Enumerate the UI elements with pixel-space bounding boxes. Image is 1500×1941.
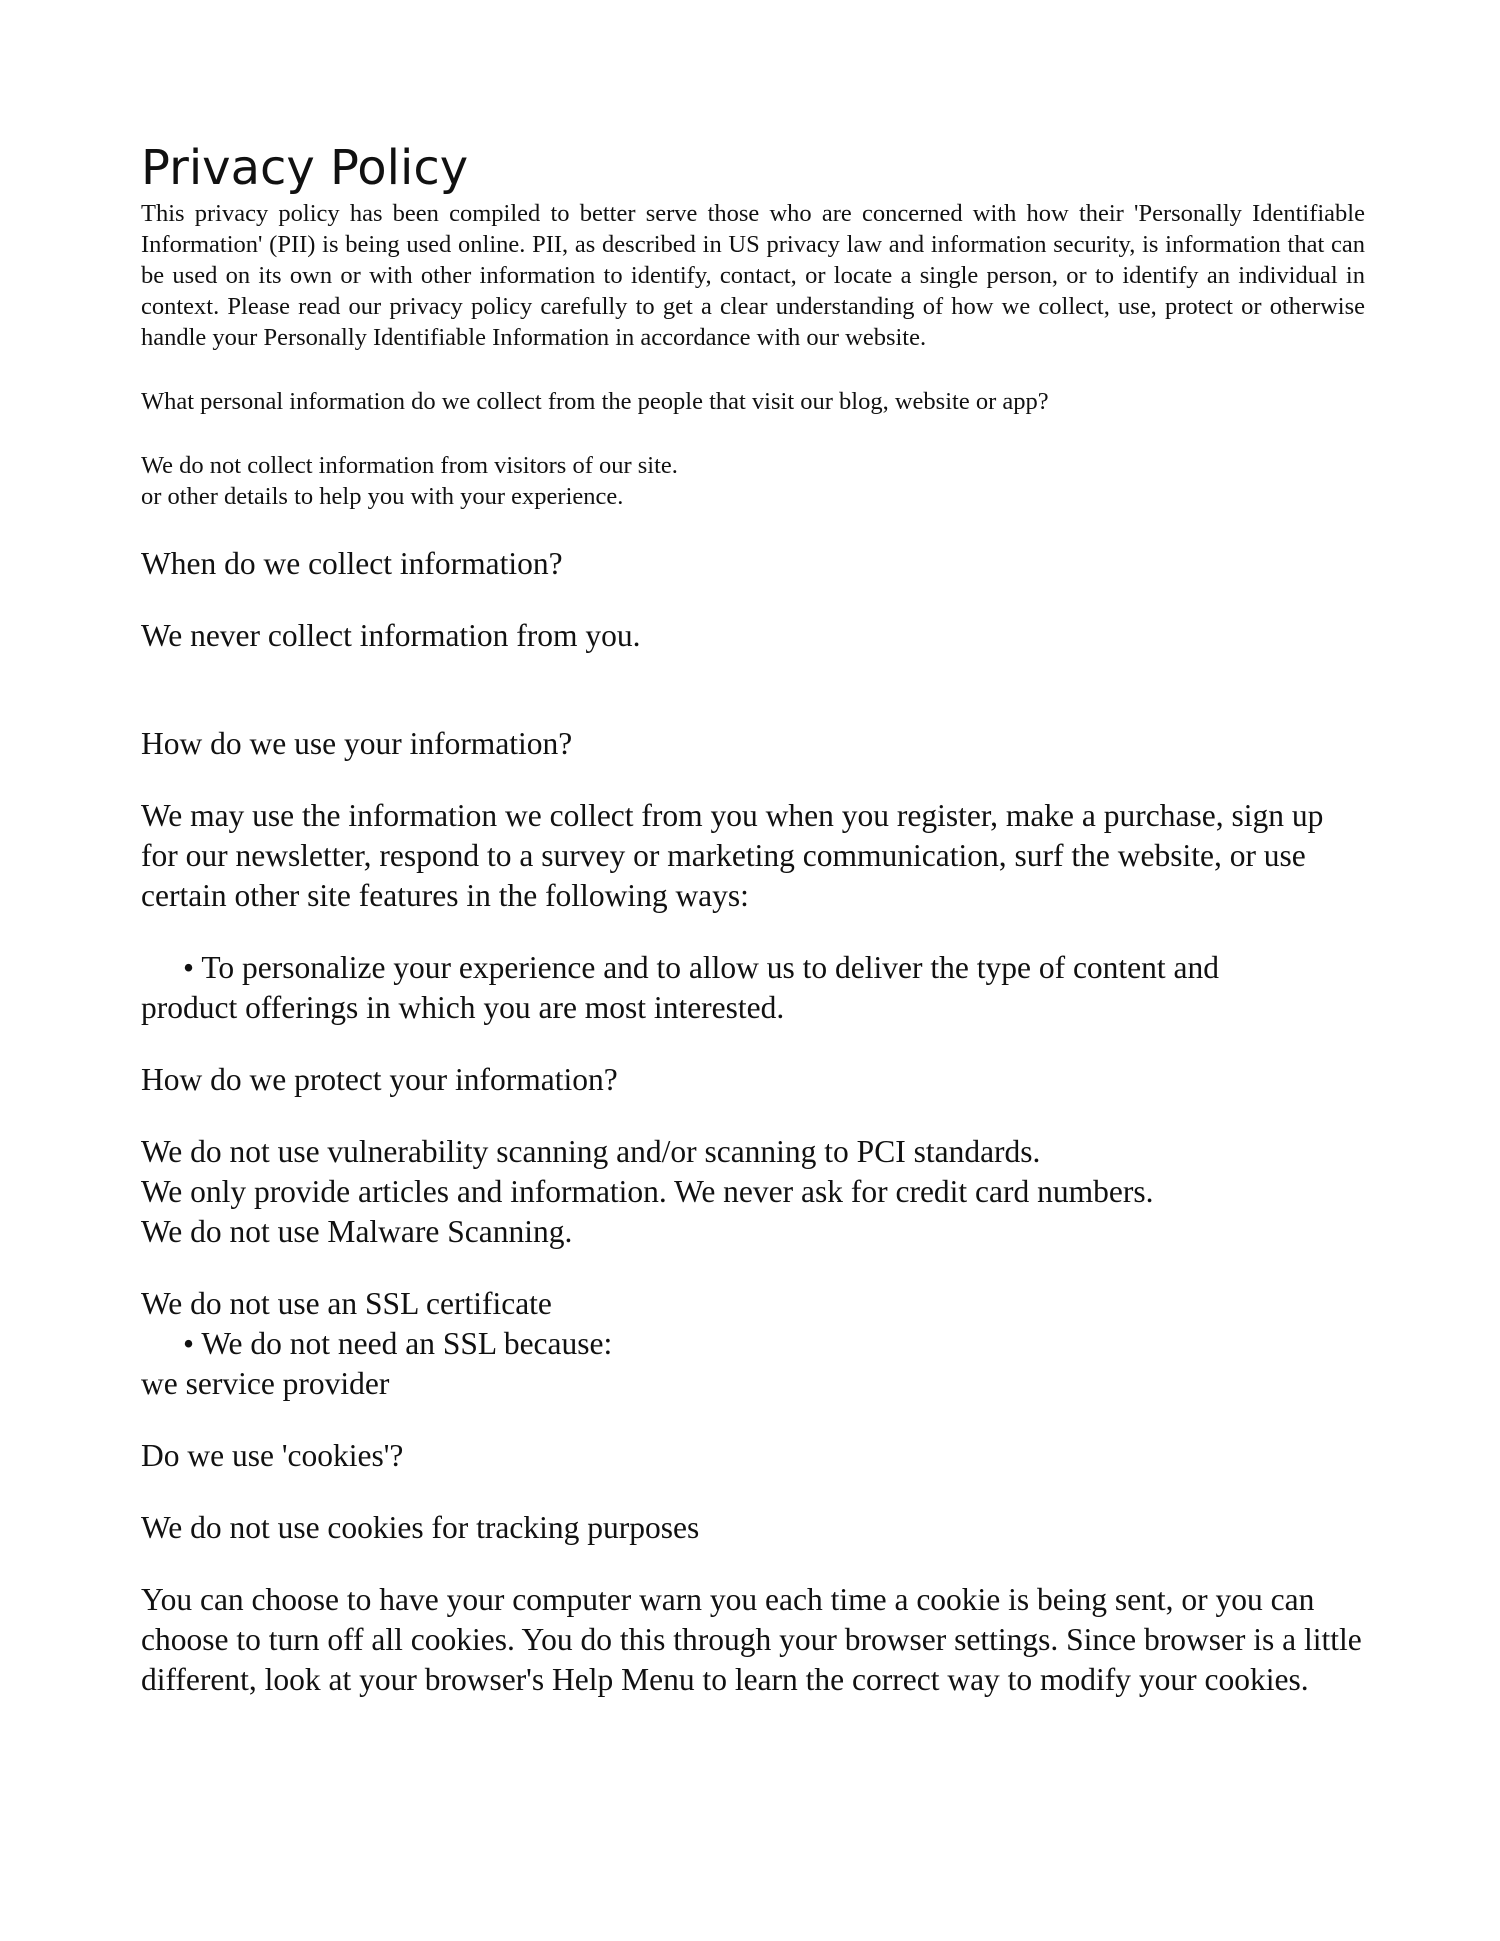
privacy-policy-document [141,140,1365,1700]
use-bullet-item: • To personalize your experience and to allow us to deliver the type of content and [183,950,1220,985]
answer-protect-line-2: We only provide articles and information. We never ask for credit card numbers. [141,1174,1154,1209]
answer-protect-line-1: We do not use vulnerability scanning and/or scanning to PCI standards. [141,1134,1041,1169]
intro-paragraph: This privacy policy has been compiled to better serve those who are concerned with how their 'Personally Identifiable Information' (PII) is being used online. PII, as described in US privacy law and information security, is information that can be used on its own or with other information to identify, contact, or locate a single person, or to identify an individual in context. Please read our privacy policy carefully to get a clear understanding of how we collect, use, protect or otherwise handle your Personally Identifiable Information in accordance with our website. [141,200,1365,351]
use-bullet-item-continued: product offerings in which you are most interested. [141,990,785,1025]
ssl-line-2: we service provider [141,1366,390,1401]
cookies-paragraph: You can choose to have your computer warn you each time a cookie is being sent, or you can choose to turn off all cookies. You do this through your browser settings. Since browser is a little different, look at your browser's Help Menu to learn the correct way to modify your cookies. [141,1582,1362,1697]
answer-protect [141,1132,1365,1252]
answer-when: We never collect information from you. [141,618,641,653]
answer-collect-line-1: We do not collect information from visitors of our site. [141,452,678,479]
ssl-bullet-item: • We do not need an SSL because: [183,1326,613,1361]
question-protect: How do we protect your information? [141,1062,618,1097]
page-title: Privacy Policy [141,140,469,196]
ssl-section [141,1284,1365,1404]
ssl-line-1: We do not use an SSL certificate [141,1286,552,1321]
question-when: When do we collect information? [141,546,563,581]
answer-protect-line-3: We do not use Malware Scanning. [141,1214,573,1249]
question-collect: What personal information do we collect from the people that visit our blog, website or app? [141,388,1049,415]
question-cookies: Do we use 'cookies'? [141,1438,404,1473]
answer-collect-line-2: or other details to help you with your experience. [141,483,624,510]
question-use: How do we use your information? [141,726,573,761]
answer-collect [141,450,1365,512]
use-bullet-list [141,948,1365,1028]
answer-cookies: We do not use cookies for tracking purposes [141,1510,700,1545]
answer-use: We may use the information we collect from you when you register, make a purchase, sign up for our newsletter, respond to a survey or marketing communication, surf the website, or use certain other site features in the following ways: [141,798,1324,913]
